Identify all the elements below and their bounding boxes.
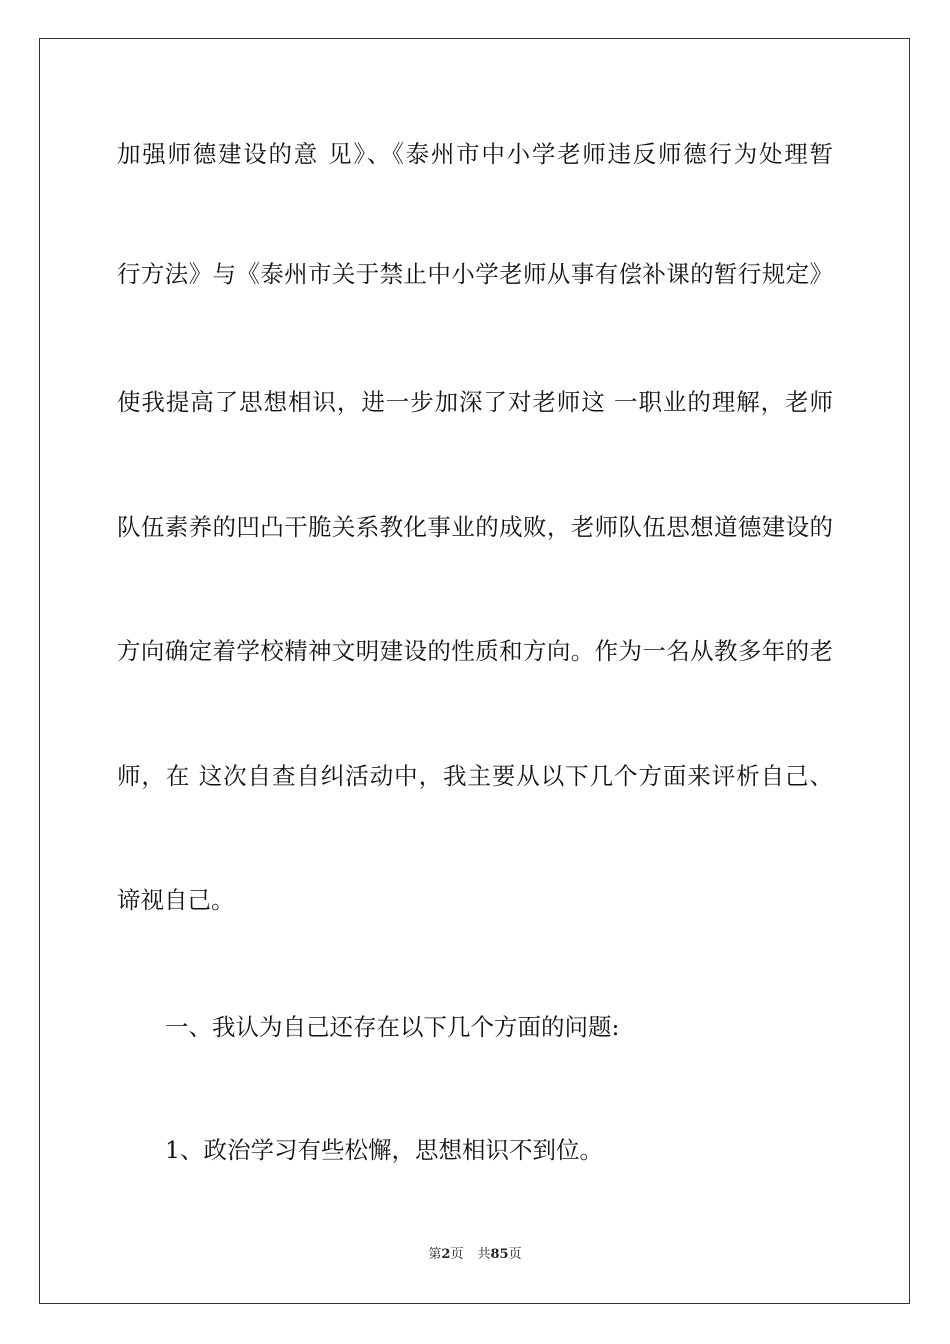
- text-line-5: 方向确定着学校精神文明建设的性质和方向。作为一名从教多年的老: [117, 637, 833, 665]
- footer-total-suffix: 页: [508, 1247, 522, 1262]
- footer-page-suffix: 页: [450, 1247, 464, 1262]
- list-item-1: 1、政治学习有些松懈，思想相识不到位。: [165, 1136, 603, 1164]
- text-line-6: 师，在 这次自查自纠活动中，我主要从以下几个方面来评析自己、: [117, 762, 833, 790]
- page-frame: [39, 38, 910, 1304]
- text-line-2: 行方法》与《泰州市关于禁止中小学老师从事有偿补课的暂行规定》: [117, 260, 833, 288]
- section-heading-1: 一、我认为自己还存在以下几个方面的问题:: [165, 1013, 620, 1041]
- text-line-4: 队伍素养的凹凸干脆关系教化事业的成败，老师队伍思想道德建设的: [117, 513, 833, 541]
- footer-total-prefix: 共: [477, 1247, 491, 1262]
- footer-page-number: 2: [441, 1247, 451, 1262]
- page-footer: [0, 1246, 950, 1264]
- text-line-7: 谛视自己。: [117, 886, 235, 914]
- text-line-1: 加强师德建设的意 见》、《泰州市中小学老师违反师德行为处理暂: [117, 140, 833, 168]
- text-line-3: 使我提高了思想相识，进一步加深了对老师这 一职业的理解，老师: [117, 388, 833, 416]
- footer-total-pages: 85: [490, 1247, 509, 1262]
- footer-page-prefix: 第: [428, 1247, 442, 1262]
